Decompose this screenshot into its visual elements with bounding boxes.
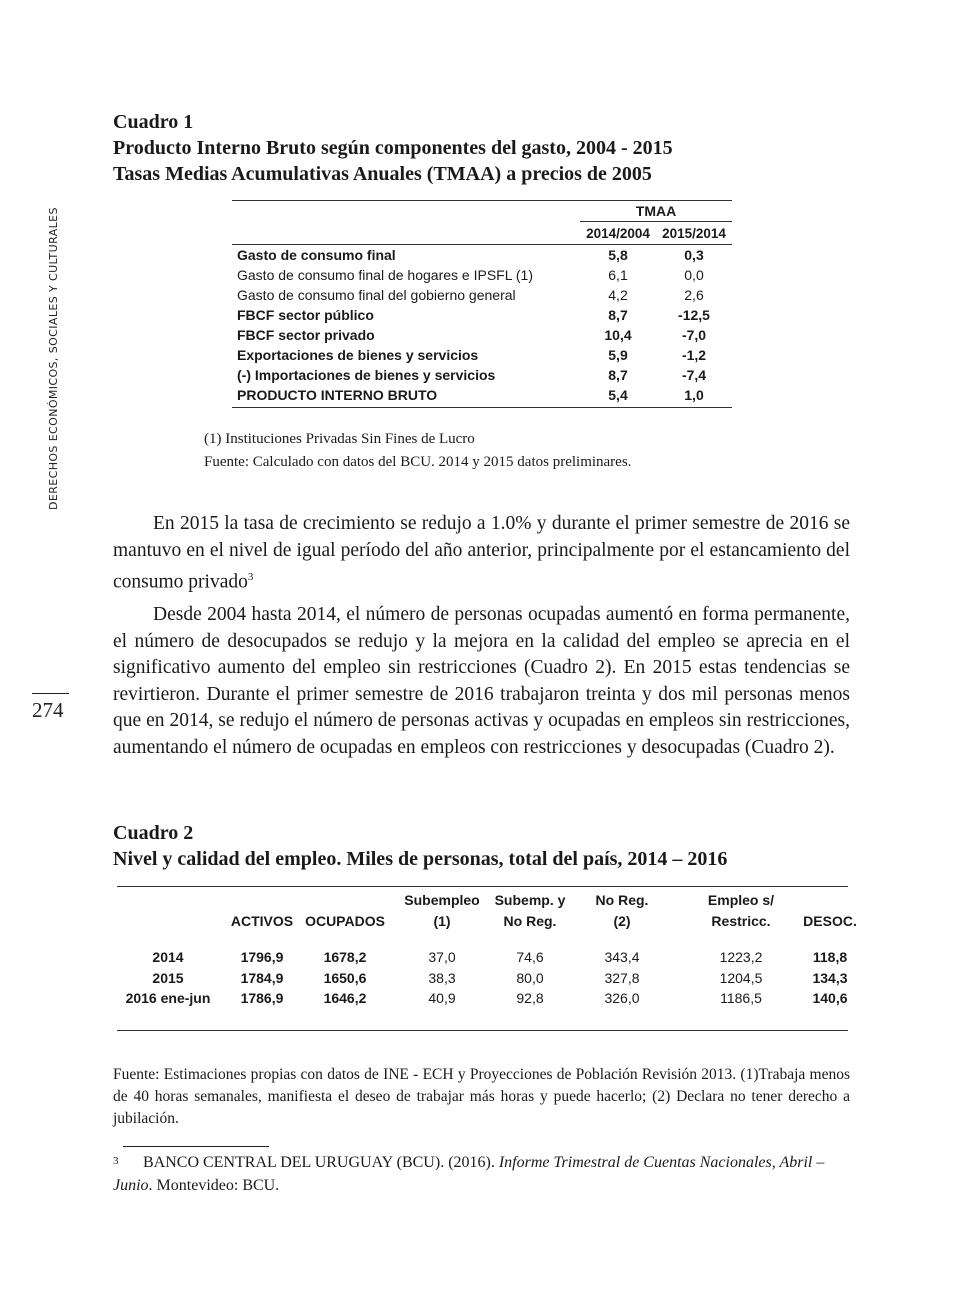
cuadro2-table (117, 886, 857, 1031)
header-line-2: (1) (433, 913, 451, 929)
header-line-2: ACTIVOS (230, 913, 294, 929)
header-line-1 (217, 890, 307, 911)
cuadro2-caption (113, 820, 727, 872)
column-header (217, 890, 307, 932)
table-row (232, 365, 732, 385)
cell-value: 37,0 (428, 949, 456, 965)
cell-value: 1,0 (684, 387, 704, 403)
cell-value: 8,7 (608, 307, 628, 323)
table-header-row (232, 222, 732, 245)
column-header (584, 890, 660, 932)
row-label: Gasto de consumo final del gobierno general (237, 287, 516, 303)
cell-value: -7,0 (681, 327, 707, 343)
table-row (232, 305, 732, 325)
row-label: PRODUCTO INTERNO BRUTO (237, 387, 438, 403)
cell-value: 1646,2 (323, 990, 367, 1006)
page-number-rule (32, 693, 69, 694)
column-header (397, 890, 487, 932)
cell-value: 326,0 (604, 990, 640, 1006)
cell-value: 1784,9 (240, 970, 284, 986)
cell-value: 327,8 (604, 970, 640, 986)
footnote (113, 1152, 850, 1197)
cell-value: 1186,5 (720, 990, 762, 1006)
page-number: 274 (32, 698, 64, 722)
row-label: Exportaciones de bienes y servicios (237, 347, 479, 363)
column-header (696, 890, 786, 932)
row-label: FBCF sector privado (237, 327, 375, 343)
footnote-ref: 3 (247, 571, 254, 583)
cell-value: 343,4 (604, 949, 640, 965)
table-row (232, 265, 732, 285)
body-paragraph-1 (113, 511, 850, 596)
table-row (232, 285, 732, 305)
header-line-1: Subempleo (404, 892, 480, 908)
cell-value: 0,0 (684, 267, 704, 283)
table-row (232, 325, 732, 345)
paragraph-text: En 2015 la tasa de crecimiento se redujo a 1.0% y durante el primer semestre de 2016 se mantuvo en el nivel de igual período del año anterior, principalmente por el estancamiento del consumo privado (113, 513, 850, 593)
column-header (800, 890, 860, 932)
cuadro1-note: (1) Instituciones Privadas Sin Fines de Lucro (204, 431, 475, 447)
row-label: FBCF sector público (237, 307, 374, 323)
header-line-1: Empleo s/ (707, 892, 775, 908)
cell-value: 2,6 (684, 287, 704, 303)
column-header: 2014/2004 (586, 225, 650, 241)
column-header (485, 890, 575, 932)
cell-value: 1204,5 (719, 970, 763, 986)
header-line-1: Subemp. y (494, 892, 566, 908)
footnote-rule (123, 1146, 269, 1147)
column-header (295, 890, 395, 932)
cell-value: 140,6 (812, 990, 848, 1006)
cell-value: 1223,2 (719, 949, 763, 965)
cuadro1-label: Cuadro 1 (113, 111, 194, 133)
cuadro1-subtitle: Tasas Medias Acumulativas Anuales (TMAA) a precios de 2005 (113, 163, 652, 185)
cell-value: 8,7 (608, 367, 628, 383)
cell-value: 1650,6 (323, 970, 367, 986)
cell-value: 6,1 (608, 267, 628, 283)
header-line-2: (2) (613, 913, 631, 929)
cuadro2-label: Cuadro 2 (113, 822, 194, 844)
cuadro1-table (232, 200, 732, 408)
header-line-2: Restricc. (711, 913, 771, 929)
cell-value: 10,4 (604, 327, 632, 343)
row-label: 2014 (152, 949, 184, 965)
cell-value: 40,9 (428, 990, 456, 1006)
footnote-title: Informe Trimestral de Cuentas Nacionales, Abril – Junio (113, 1154, 825, 1194)
table-bottom-rule (232, 407, 732, 408)
cell-value: 38,3 (428, 970, 456, 986)
cell-value: 0,3 (684, 247, 704, 263)
cell-value: 80,0 (516, 970, 544, 986)
row-label: 2016 ene-jun (125, 990, 211, 1006)
cuadro1-caption (113, 109, 673, 187)
cuadro1-notes (204, 428, 631, 474)
cell-value: 1678,2 (323, 949, 367, 965)
cell-value: 1796,9 (240, 949, 284, 965)
table-row (232, 245, 732, 265)
running-section-title: DERECHOS ECONÓMICOS, SOCIALES Y CULTURALES (47, 207, 60, 510)
table-row (232, 345, 732, 365)
cell-value: 134,3 (812, 970, 848, 986)
footnote-suffix: . Montevideo: BCU. (148, 1177, 280, 1194)
header-line-2: DESOC. (803, 913, 857, 929)
header-line-2: OCUPADOS (305, 913, 385, 929)
table-header-group (232, 201, 732, 222)
cell-value: 5,8 (608, 247, 628, 263)
cell-value: -7,4 (681, 367, 707, 383)
cell-value: -1,2 (681, 347, 707, 363)
cuadro1-source: Fuente: Calculado con datos del BCU. 2014 y 2015 datos preliminares. (204, 454, 632, 470)
cell-value: 92,8 (516, 990, 544, 1006)
row-label: Gasto de consumo final (237, 247, 396, 263)
header-line-1 (295, 890, 395, 911)
cell-value: 5,9 (608, 347, 628, 363)
cell-value: 1786,9 (240, 990, 284, 1006)
column-header: 2015/2014 (662, 225, 726, 241)
cell-value: 5,4 (608, 387, 628, 403)
cell-value: -12,5 (678, 307, 710, 323)
table-body (232, 245, 732, 405)
table-row (232, 385, 732, 405)
tmaa-header: TMAA (580, 201, 732, 222)
cuadro1-title: Producto Interno Bruto según componentes del gasto, 2004 - 2015 (113, 137, 673, 159)
row-label: (-) Importaciones de bienes y servicios (237, 367, 496, 383)
footnote-number: 3 (113, 1155, 119, 1167)
cuadro2-source: Fuente: Estimaciones propias con datos de INE - ECH y Proyecciones de Población Revisión 2013. (1)Trabaja menos de 40 horas semanales, manifiesta el deseo de trabajar más horas y puede hacerlo; (2) Declara no tener derecho a jubilación. (113, 1066, 850, 1127)
cell-value: 74,6 (516, 949, 544, 965)
header-line-2: No Reg. (503, 913, 557, 929)
row-label: 2015 (152, 970, 184, 986)
cuadro2-title: Nivel y calidad del empleo. Miles de personas, total del país, 2014 – 2016 (113, 848, 728, 870)
row-label: Gasto de consumo final de hogares e IPSFL (1) (237, 267, 533, 283)
body-paragraph-2: Desde 2004 hasta 2014, el número de personas ocupadas aumentó en forma permanente, el número de desocupados se redujo y la mejora en la calidad del empleo se aprecia en el significativo aumento del empleo sin restricciones (Cuadro 2). En 2015 estas tendencias se revirtieron. Durante el primer semestre de 2016 trabajaron treinta y dos mil personas menos que en 2014, se redujo el número de personas activas y ocupadas en empleos sin restricciones, aumentando el número de ocupadas en empleos con restricciones y desocupadas (Cuadro 2). (113, 604, 850, 758)
header-line-1 (800, 890, 860, 911)
footnote-prefix: BANCO CENTRAL DEL URUGUAY (BCU). (2016). (143, 1154, 499, 1171)
cell-value: 4,2 (608, 287, 628, 303)
header-line-1: No Reg. (595, 892, 649, 908)
cell-value: 118,8 (812, 949, 848, 965)
